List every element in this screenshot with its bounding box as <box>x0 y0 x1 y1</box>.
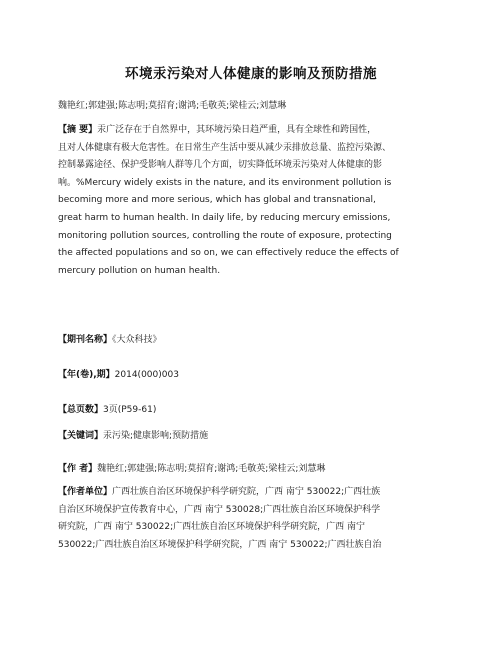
keywords-label: 【关键词】 <box>58 431 104 441</box>
abstract-line-1: 【摘 要】汞广泛存在于自然界中，其环境污染日趋严重，具有全球性和跨国性， <box>58 125 377 135</box>
unit-line-2: 自治区环境保护宣传教育中心，广西 南宁 530028;广西壮族自治区环境保护科学 <box>58 504 381 515</box>
unit-line-1: 【作者单位】广西壮族自治区环境保护科学研究院，广西 南宁 530022;广西壮族 <box>58 487 381 497</box>
author-field <box>58 461 325 474</box>
journal-label: 【期刊名称】 <box>58 335 113 345</box>
author-field-value: 魏艳红;郭建强;陈志明;莫招育;谢鸿;毛敬英;梁桂云;刘慧琳 <box>97 464 326 474</box>
journal-field <box>58 332 162 345</box>
abstract-section <box>58 122 458 280</box>
abstract-label: 【摘 要】 <box>58 125 98 135</box>
pages-field <box>58 402 156 415</box>
author-unit-section <box>58 484 458 554</box>
unit-label: 【作者单位】 <box>58 487 113 497</box>
keywords-value: 汞污染;健康影响;预防措施 <box>103 431 209 441</box>
abstract-line-8: the affected populations and so on, we can effectively reduce the effects of <box>58 248 399 259</box>
pages-label: 【总页数】 <box>58 405 104 415</box>
journal-value: 《大众科技》 <box>112 335 162 345</box>
year-field <box>58 367 179 380</box>
abstract-line-7: monitoring pollution sources, controlling the route of exposure, protecting <box>58 230 392 241</box>
year-value: 2014(000)003 <box>114 370 179 380</box>
author-field-label: 【作 者】 <box>58 464 98 474</box>
abstract-line-4: 响。%Mercury widely exists in the nature, and its environment pollution is <box>58 177 392 188</box>
abstract-line-2: 且对人体健康有极大危害性。在日常生产生活中要从减少汞排放总量、监控污染源、 <box>58 142 392 153</box>
pages-value: 3页(P59-61) <box>103 405 157 415</box>
page-title: 环境汞污染对人体健康的影响及预防措施 <box>125 66 377 82</box>
abstract-line-9: mercury pollution on human health. <box>58 265 221 276</box>
abstract-line-3: 控制暴露途径、保护受影响人群等几个方面，切实降低环境汞污染对人体健康的影 <box>58 160 383 171</box>
keywords-field <box>58 428 208 441</box>
unit-line-4: 530022;广西壮族自治区环境保护科学研究院，广西 南宁 530022;广西壮族自治 <box>58 539 382 550</box>
abstract-line-6: great harm to human health. In daily life, by reducing mercury emissions, <box>58 212 391 223</box>
author-list: 魏艳红;郭建强;陈志明;莫招育;谢鸿;毛敬英;梁桂云;刘慧琳 <box>58 101 287 111</box>
unit-line-3: 研究院，广西 南宁 530022;广西壮族自治区环境保护科学研究院，广西 南宁 <box>58 522 365 533</box>
year-label: 【年(卷),期】 <box>58 370 115 380</box>
abstract-line-5: becoming more and more serious, which has global and transnational, <box>58 195 376 206</box>
